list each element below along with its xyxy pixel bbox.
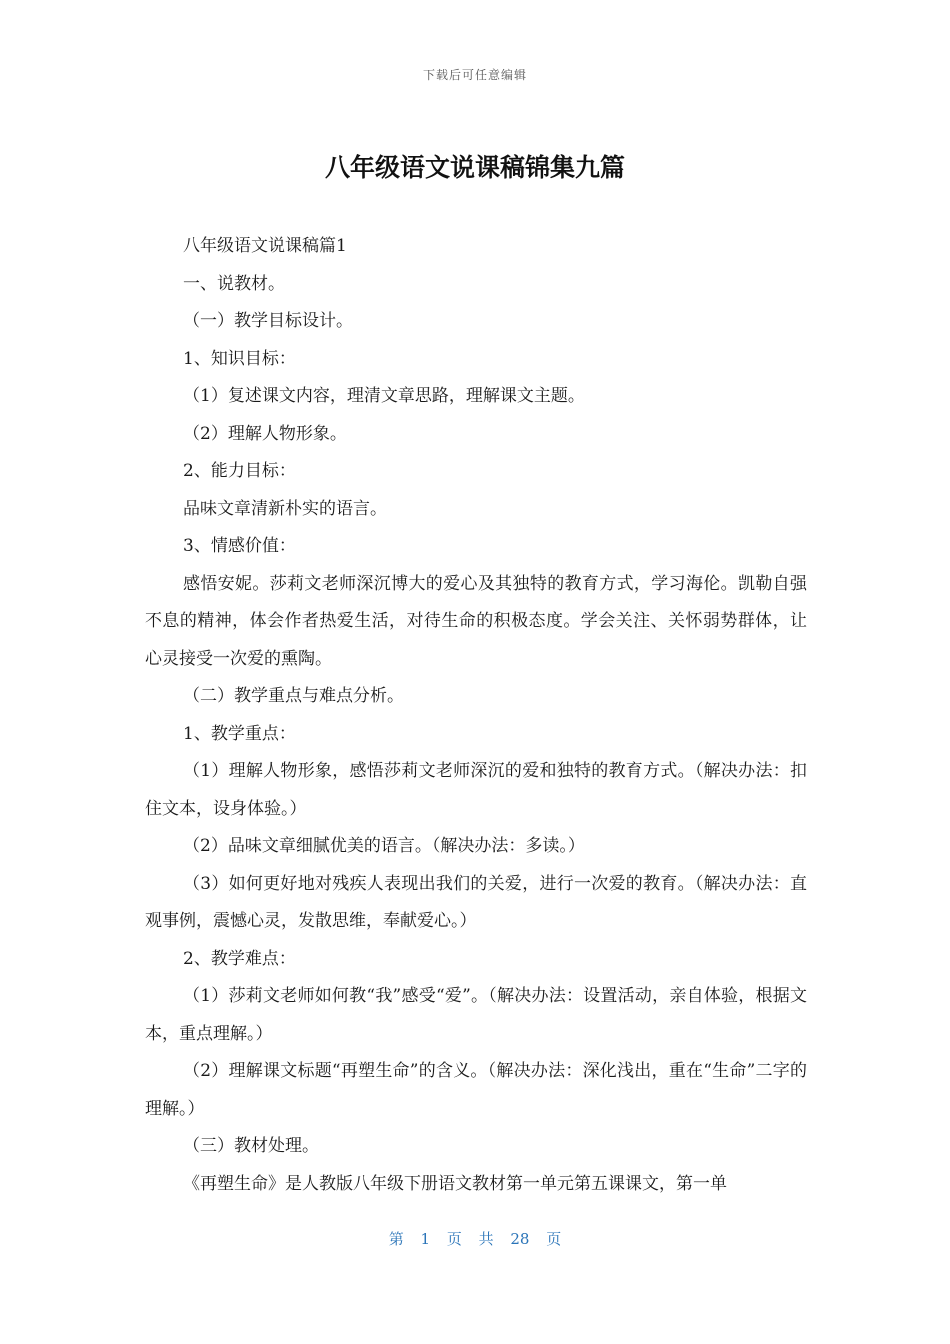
document-title: 八年级语文说课稿锦集九篇 bbox=[324, 153, 625, 182]
paragraph: （1）理解人物形象，感悟莎莉文老师深沉的爱和独特的教育方式。（解决办法：扣住文本，设身体验。） bbox=[145, 761, 807, 819]
paragraph: 一、说教材。 bbox=[183, 273, 285, 294]
page-number-footer: 第 1 页 共 28 页 bbox=[388, 1230, 562, 1248]
paragraph: （2）理解人物形象。 bbox=[183, 423, 347, 444]
paragraph: 2、能力目标： bbox=[183, 461, 296, 481]
paragraph: 八年级语文说课稿篇1 bbox=[183, 236, 347, 256]
paragraph: （1）莎莉文老师如何教“我”感受“爱”。（解决办法：设置活动，亲自体验，根据文本，重点理解。） bbox=[145, 986, 807, 1044]
paragraph: 1、知识目标： bbox=[183, 348, 296, 369]
header-note: 下载后可任意编辑 bbox=[422, 68, 527, 82]
paragraph: （三）教材处理。 bbox=[183, 1136, 319, 1156]
paragraph: 1、教学重点： bbox=[183, 723, 296, 744]
paragraph: （二）教学重点与难点分析。 bbox=[183, 686, 404, 706]
document-body bbox=[145, 228, 807, 1203]
paragraph: 品味文章清新朴实的语言。 bbox=[183, 498, 387, 519]
paragraph: （2）品味文章细腻优美的语言。（解决办法：多读。） bbox=[183, 836, 585, 856]
paragraph: （2）理解课文标题“再塑生命”的含义。（解决办法：深化浅出，重在“生命”二字的理解。） bbox=[145, 1061, 807, 1119]
paragraph: 2、教学难点： bbox=[183, 948, 296, 969]
paragraph: 感悟安妮。莎莉文老师深沉博大的爱心及其独特的教育方式，学习海伦。凯勒自强不息的精神，体会作者热爱生活，对待生命的积极态度。学会关注、关怀弱势群体，让心灵接受一次爱的熏陶。 bbox=[145, 573, 807, 669]
paragraph: 3、情感价值： bbox=[183, 536, 296, 556]
paragraph: （3）如何更好地对残疾人表现出我们的关爱，进行一次爱的教育。（解决办法：直观事例，震憾心灵，发散思维，奉献爱心。） bbox=[145, 873, 807, 931]
paragraph: 《再塑生命》是人教版八年级下册语文教材第一单元第五课课文，第一单 bbox=[183, 1173, 727, 1194]
paragraph: （一）教学目标设计。 bbox=[183, 311, 353, 331]
paragraph: （1）复述课文内容，理清文章思路，理解课文主题。 bbox=[183, 386, 585, 406]
